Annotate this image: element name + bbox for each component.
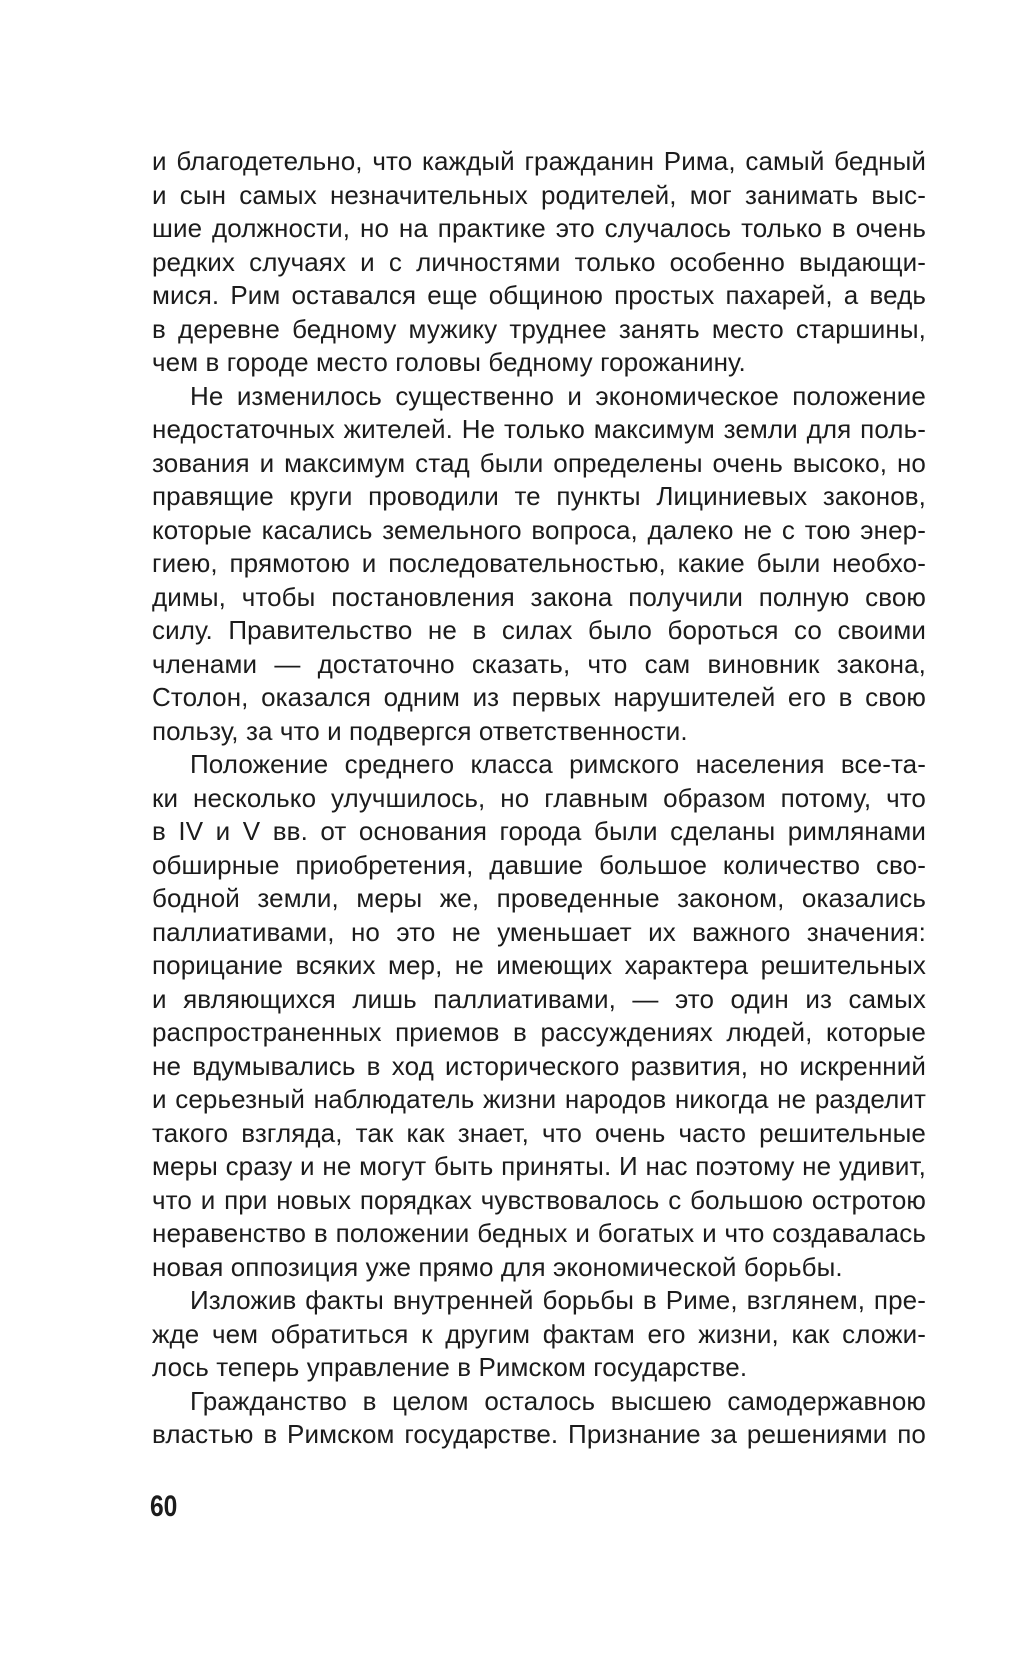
text-line: новая оппозиция уже прямо для экономической борьбы. [152,1251,843,1282]
page-number: 60 [150,1490,178,1523]
text-line: димы, чтобы постановления закона получили полную свою [152,581,926,612]
text-line: и сын самых незначительных родителей, мог занимать выс- [152,179,926,210]
text-line: пользу, за что и подвергся ответственности. [152,715,688,746]
text-line: чем в городе место головы бедному горожанину. [152,347,746,377]
paragraph [152,1385,926,1452]
text-line: правящие круги проводили те пункты Лициниевых законов, [152,481,926,511]
text-line: и серьезный наблюдатель жизни народов никогда не разделит [152,1084,926,1114]
text-line: мися. Рим оставался еще общиною простых пахарей, а ведь [152,280,926,310]
paragraph [152,145,926,380]
text-line: жде чем обратиться к другим фактам его жизни, как сложи- [152,1318,926,1349]
text-line: которые касались земельного вопроса, далеко не с тою энер- [152,514,926,545]
text-line: шие должности, но на практике это случалось только в очень [152,213,926,243]
text-line: лось теперь управление в Римском государстве. [152,1352,748,1382]
text-line: не вдумывались в ход исторического развития, но искренний [152,1050,926,1081]
text-line: что и при новых порядках чувствовалось с большою остротою [152,1184,926,1215]
text-line: распространенных приемов в рассуждениях людей, которые [152,1017,926,1047]
text-line: в IV и V вв. от основания города были сделаны римлянами [152,816,926,846]
text-line: силу. Правительство не в силах было бороться со своими [152,615,926,645]
text-line: Положение среднего класса римского населения все-та- [190,749,926,779]
text-line: недостаточных жителей. Не только максимум земли для поль- [152,414,926,444]
text-line: и являющихся лишь паллиативами, — это один из самых [152,983,926,1014]
text-line: паллиативами, но это не уменьшает их важного значения: [152,916,926,947]
text-line: такого взгляда, так как знает, что очень часто решительные [152,1117,926,1148]
text-line: Столон, оказался одним из первых нарушителей его в свою [152,682,926,712]
text-line: меры сразу и не могут быть приняты. И нас поэтому не удивит, [152,1151,926,1181]
text-line: Изложив факты внутренней борьбы в Риме, взглянем, пре- [190,1285,926,1315]
text-line: властью в Римском государстве. Признание за решениями по [152,1419,926,1449]
text-line: гиею, прямотою и последовательностью, какие были необхо- [152,548,926,578]
text-line: бодной земли, меры же, проведенные законом, оказались [152,883,926,913]
paragraph [152,748,926,1284]
body-text [152,145,926,1452]
text-line: порицание всяких мер, не имеющих характера решительных [152,950,926,980]
text-line: неравенство в положении бедных и богатых и что создавалась [152,1218,926,1248]
text-line: ки несколько улучшилось, но главным образом потому, что [152,782,926,813]
text-line: Не изменилось существенно и экономическое положение [190,380,926,411]
text-line: членами — достаточно сказать, что сам виновник закона, [152,648,926,679]
text-line: в деревне бедному мужику труднее занять место старшины, [152,313,926,344]
text-line: обширные приобретения, давшие большое количество сво- [152,849,926,880]
text-line: редких случаях и с личностями только особенно выдающи- [152,246,926,277]
paragraph [152,1284,926,1385]
text-line: Гражданство в целом осталось высшею самодержавною [190,1385,926,1416]
text-line: и благодетельно, что каждый гражданин Рима, самый бедный [152,146,926,176]
text-line: зования и максимум стад были определены очень высоко, но [152,447,926,478]
paragraph [152,380,926,749]
